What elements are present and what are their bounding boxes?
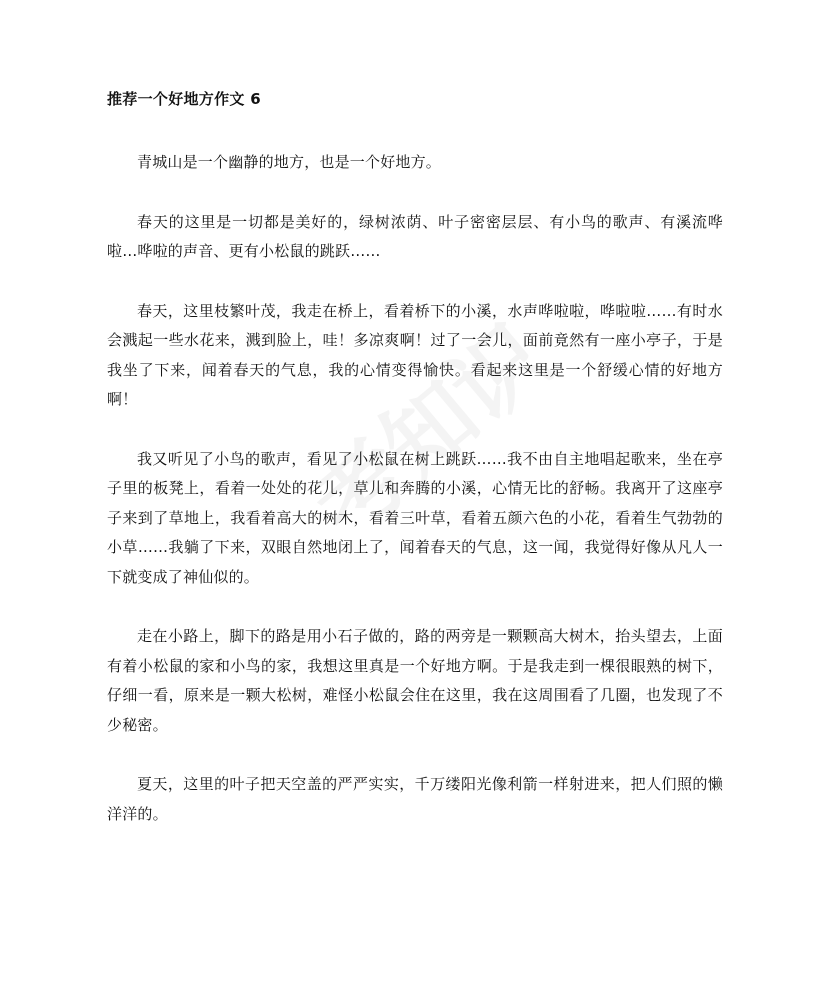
document-title: 推荐一个好地方作文 6 [107,90,261,108]
paragraph-4: 我又听见了小鸟的歌声，看见了小松鼠在树上跳跃……我不由自主地唱起歌来，坐在亭子里的板凳上，看着一处处的花儿，草儿和奔腾的小溪，心情无比的舒畅。我离开了这座亭子来到了草地上，我看着高大的树木，看着三叶草，看着五颜六色的小花，看着生气勃勃的小草……我躺了下来，双眼自然地闭上了，闻着春天的气息，这一闻，我觉得好像从凡人一下就变成了神仙似的。 [107,449,723,586]
paragraph-2: 春天的这里是一切都是美好的，绿树浓荫、叶子密密层层、有小鸟的歌声、有溪流哗啦…哗啦的声音、更有小松鼠的跳跃…… [107,212,723,260]
paragraph-3: 春天，这里枝繁叶茂，我走在桥上，看着桥下的小溪，水声哗啦啦，哗啦啦……有时水会溅起一些水花来，溅到脸上，哇！多凉爽啊！过了一会儿，面前竟然有一座小亭子，于是我坐了下来，闻着春天的气息，我的心情变得愉快。看起来这里是一个舒缓心情的好地方啊！ [107,301,723,408]
paragraph-1: 青城山是一个幽静的地方，也是一个好地方。 [137,153,442,171]
document-body [107,148,723,859]
paragraph-6: 夏天，这里的叶子把天空盖的严严实实，千万缕阳光像利箭一样射进来，把人们照的懒洋洋的。 [107,775,723,823]
paragraph-5: 走在小路上，脚下的路是用小石子做的，路的两旁是一颗颗高大树木，抬头望去，上面有着小松鼠的家和小鸟的家，我想这里真是一个好地方啊。于是我走到一棵很眼熟的树下，仔细一看，原来是一颗大松树，难怪小松鼠会住在这里，我在这周围看了几圈，也发现了不少秘密。 [107,627,723,734]
